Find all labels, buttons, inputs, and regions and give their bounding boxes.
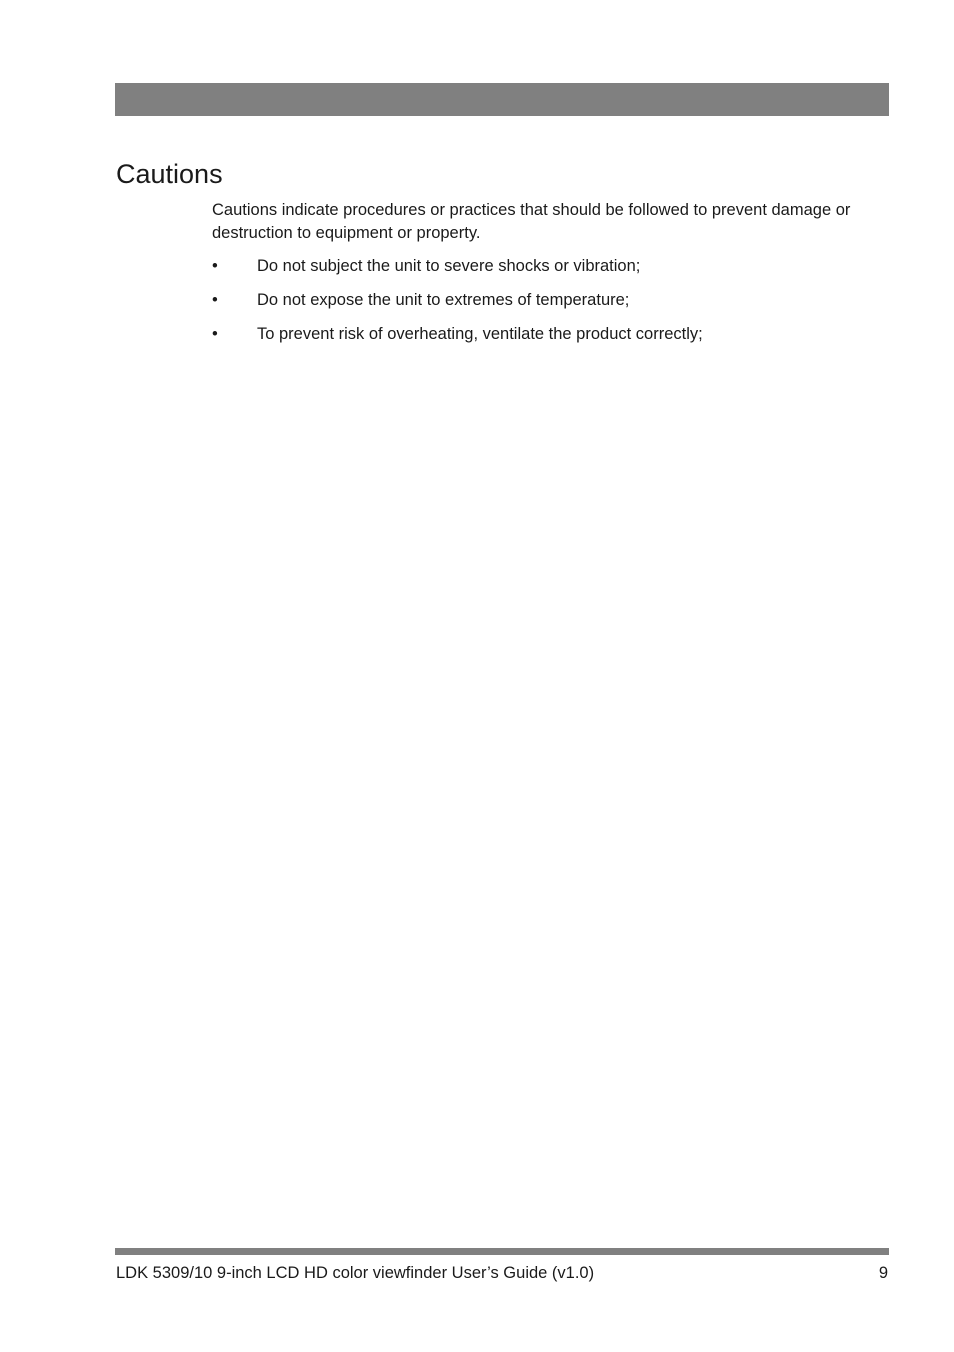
intro-paragraph: Cautions indicate procedures or practices that should be followed to prevent damage or destruction to equipment or property. [212, 201, 851, 242]
list-item [212, 255, 852, 278]
bullet-icon: • [212, 257, 218, 275]
footer-document-title: LDK 5309/10 9-inch LCD HD color viewfinder User’s Guide (v1.0) [116, 1264, 595, 1282]
list-item-text: Do not subject the unit to severe shocks or vibration; [257, 257, 641, 275]
list-item [212, 323, 852, 346]
bullet-icon: • [212, 325, 218, 343]
header-rule [115, 83, 889, 116]
list-item-text: To prevent risk of overheating, ventilate the product correctly; [257, 325, 703, 343]
caution-list [212, 255, 852, 346]
list-item-text: Do not expose the unit to extremes of temperature; [257, 291, 630, 309]
page-number: 9 [878, 1264, 888, 1282]
footer-rule [115, 1248, 889, 1255]
list-item [212, 289, 852, 312]
section-title: Cautions [116, 159, 223, 189]
section-body [212, 199, 852, 357]
bullet-icon: • [212, 291, 218, 309]
